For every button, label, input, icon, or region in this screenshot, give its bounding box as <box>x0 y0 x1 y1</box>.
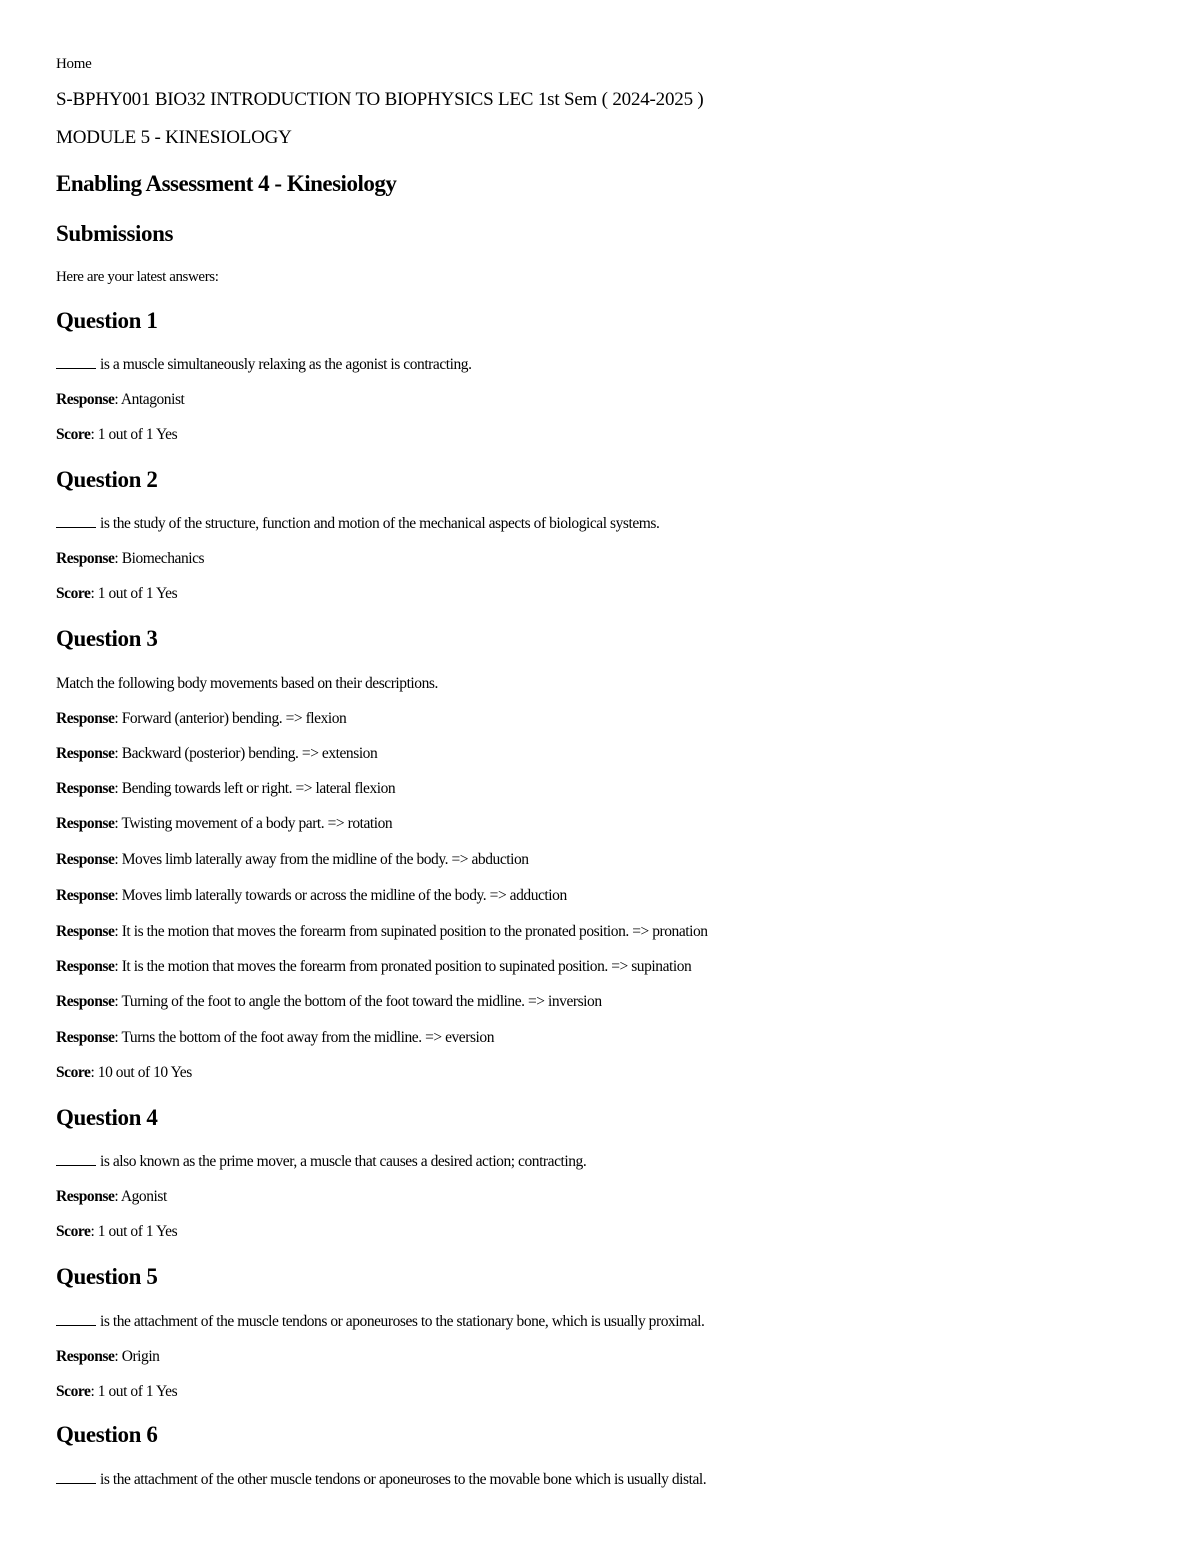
question-prompt: is a muscle simultaneously relaxing as the agonist is contracting. <box>56 356 472 374</box>
response-line: Response: Biomechanics <box>56 550 205 567</box>
score-line: Score: 10 out of 10 Yes <box>56 1064 192 1081</box>
answer-blank <box>56 356 96 369</box>
score-line: Score: 1 out of 1 Yes <box>56 426 178 443</box>
submissions-intro: Here are your latest answers: <box>56 269 219 285</box>
response-line: Response: It is the motion that moves the forearm from pronated position to supinated position. => supination <box>56 958 692 975</box>
answer-blank <box>56 515 96 528</box>
question-heading: Question 1 <box>56 308 158 333</box>
submissions-heading: Submissions <box>56 221 174 246</box>
question-prompt: is also known as the prime mover, a muscle that causes a desired action; contracting. <box>56 1153 586 1171</box>
answer-blank <box>56 1313 96 1326</box>
question-heading: Question 4 <box>56 1105 158 1130</box>
response-line: Response: It is the motion that moves the forearm from supinated position to the pronated position. => pronation <box>56 923 708 940</box>
response-line: Response: Twisting movement of a body part. => rotation <box>56 815 393 832</box>
question-heading: Question 6 <box>56 1422 158 1447</box>
assessment-title: Enabling Assessment 4 - Kinesiology <box>56 171 397 196</box>
response-line: Response: Origin <box>56 1348 160 1365</box>
module-title: MODULE 5 - KINESIOLOGY <box>56 127 292 148</box>
response-line: Response: Agonist <box>56 1188 167 1205</box>
question-prompt: Match the following body movements based on their descriptions. <box>56 675 438 692</box>
home-link[interactable]: Home <box>56 56 92 72</box>
response-line: Response: Moves limb laterally towards or across the midline of the body. => adduction <box>56 887 567 904</box>
question-heading: Question 3 <box>56 626 158 651</box>
score-line: Score: 1 out of 1 Yes <box>56 1223 178 1240</box>
question-prompt: is the study of the structure, function and motion of the mechanical aspects of biological systems. <box>56 515 659 533</box>
response-line: Response: Turns the bottom of the foot away from the midline. => eversion <box>56 1029 494 1046</box>
response-line: Response: Turning of the foot to angle the bottom of the foot toward the midline. => inversion <box>56 993 602 1010</box>
answer-blank <box>56 1471 96 1484</box>
response-line: Response: Backward (posterior) bending. => extension <box>56 745 378 762</box>
answer-blank <box>56 1153 96 1166</box>
response-line: Response: Antagonist <box>56 391 185 408</box>
question-prompt: is the attachment of the other muscle tendons or aponeuroses to the movable bone which is usually distal. <box>56 1471 706 1489</box>
response-line: Response: Forward (anterior) bending. => flexion <box>56 710 347 727</box>
question-heading: Question 2 <box>56 467 158 492</box>
score-line: Score: 1 out of 1 Yes <box>56 1383 178 1400</box>
response-line: Response: Moves limb laterally away from the midline of the body. => abduction <box>56 851 529 868</box>
question-prompt: is the attachment of the muscle tendons or aponeuroses to the stationary bone, which is usually proximal. <box>56 1313 704 1331</box>
question-heading: Question 5 <box>56 1264 158 1289</box>
score-line: Score: 1 out of 1 Yes <box>56 585 178 602</box>
response-line: Response: Bending towards left or right. => lateral flexion <box>56 780 396 797</box>
course-title: S-BPHY001 BIO32 INTRODUCTION TO BIOPHYSICS LEC 1st Sem ( 2024-2025 ) <box>56 89 704 110</box>
